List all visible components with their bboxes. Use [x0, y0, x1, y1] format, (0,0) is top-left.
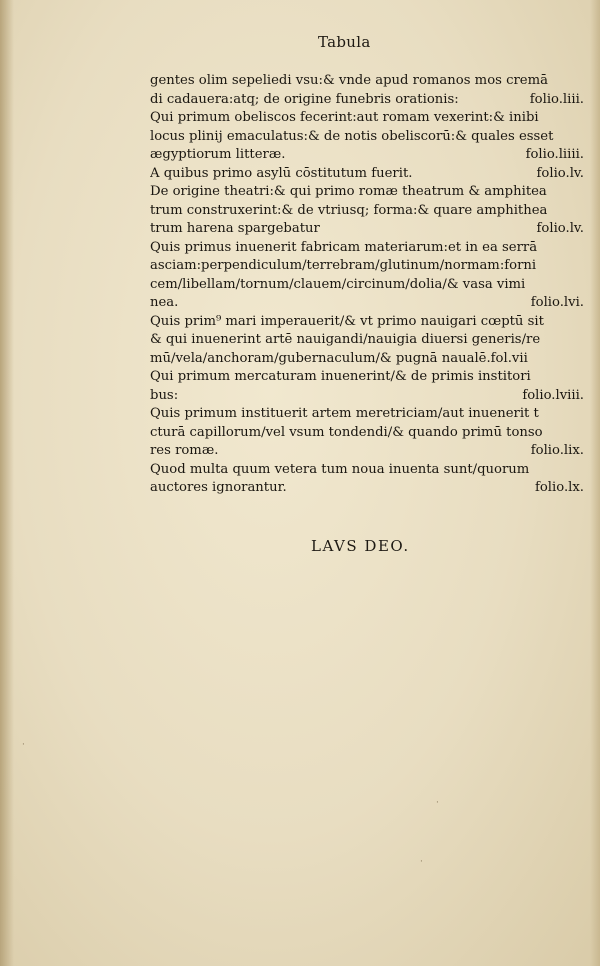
index-line	[150, 313, 586, 332]
show-through-text	[400, 28, 590, 68]
index-line	[150, 220, 586, 239]
index-line-text: & qui inuenerint artē nauigandi/nauigia diuersi generis/re	[150, 332, 541, 347]
index-line	[150, 294, 586, 313]
folio-reference: folio.lviii.	[522, 387, 584, 403]
paper-speck: ·	[436, 798, 439, 808]
index-line	[150, 183, 586, 202]
index-line	[150, 239, 586, 258]
index-line	[150, 128, 586, 147]
index-line-text: trum construxerint:& de vtriusq; forma:& quare amphithea	[150, 202, 548, 218]
paper-speck: ·	[22, 740, 25, 750]
index-line-text: De origine theatri:& qui primo romæ theatrum & amphitea	[150, 184, 547, 199]
paper-speck: ·	[420, 857, 423, 867]
index-line	[150, 91, 586, 110]
index-line	[150, 331, 586, 350]
index-line-text: asciam:perpendiculum/terrebram/glutinum/normam:forni	[150, 258, 537, 273]
index-line-text: locus plinij emaculatus:& de notis obeliscorū:& quales esset	[150, 128, 554, 144]
index-line	[150, 479, 586, 498]
index-line-text: di cadauera:atq; de origine funebris orationis:	[150, 91, 459, 107]
index-line-text: cturā capillorum/vel vsum tondendi/& quando primū tonso	[150, 424, 543, 440]
index-line	[150, 368, 586, 387]
index-line	[150, 165, 586, 184]
index-line-text: auctores ignorantur.	[150, 480, 287, 495]
index-line-text: cem/libellam/tornum/clauem/circinum/dolia/& vasa vimi	[150, 276, 526, 292]
index-line-text: nea.	[150, 295, 179, 310]
index-line	[150, 257, 586, 276]
index-line-text: res romæ.	[150, 443, 219, 458]
index-line-text: trum harena spargebatur	[150, 221, 320, 236]
folio-reference: folio.lv.	[536, 165, 584, 181]
index-line-text: Qui primum mercaturam inuenerint/& de primis institori	[150, 369, 531, 384]
index-line	[150, 202, 586, 221]
index-line	[150, 461, 586, 480]
index-line-text: ægyptiorum litteræ.	[150, 147, 286, 162]
index-line	[150, 405, 586, 424]
folio-reference: folio.lx.	[534, 480, 584, 495]
index-line	[150, 72, 586, 91]
folio-reference: folio.liiii.	[525, 147, 584, 162]
index-line-text: mū/vela/anchoram/gubernaculum/& pugnā naualē.fol.vii	[150, 350, 528, 366]
index-line	[150, 350, 586, 369]
index-line	[150, 424, 586, 443]
folio-reference: folio.lv.	[536, 221, 584, 236]
running-head: Tabula	[318, 33, 371, 51]
index-line-text: A quibus primo asylū cōstitutum fuerit.	[150, 165, 413, 181]
index-line-text: gentes olim sepeliedi vsu:& vnde apud romanos mos cremā	[150, 73, 548, 88]
folio-reference: folio.lvi.	[530, 295, 584, 310]
index-line-text: bus:	[150, 387, 179, 403]
index-line	[150, 387, 586, 406]
index-line	[150, 276, 586, 295]
index-text-block	[150, 72, 586, 498]
index-line	[150, 109, 586, 128]
index-line-text: Quis primus inuenerit fabricam materiarum:et in ea serrā	[150, 239, 538, 255]
index-line	[150, 442, 586, 461]
index-line	[150, 146, 586, 165]
closing-line: LAVS DEO.	[311, 537, 410, 555]
index-line-text: Quis prim⁹ mari imperauerit/& vt primo nauigari cœptū sit	[150, 313, 544, 329]
index-line-text: Quis primum instituerit artem meretriciam/aut inuenerit t	[150, 406, 539, 421]
folio-reference: folio.liii.	[529, 91, 584, 107]
folio-reference: folio.lix.	[530, 443, 584, 458]
index-line-text: Qui primum obeliscos fecerint:aut romam vexerint:& inibi	[150, 110, 539, 125]
index-line-text: Quod multa quum vetera tum noua inuenta sunt/quorum	[150, 461, 530, 477]
